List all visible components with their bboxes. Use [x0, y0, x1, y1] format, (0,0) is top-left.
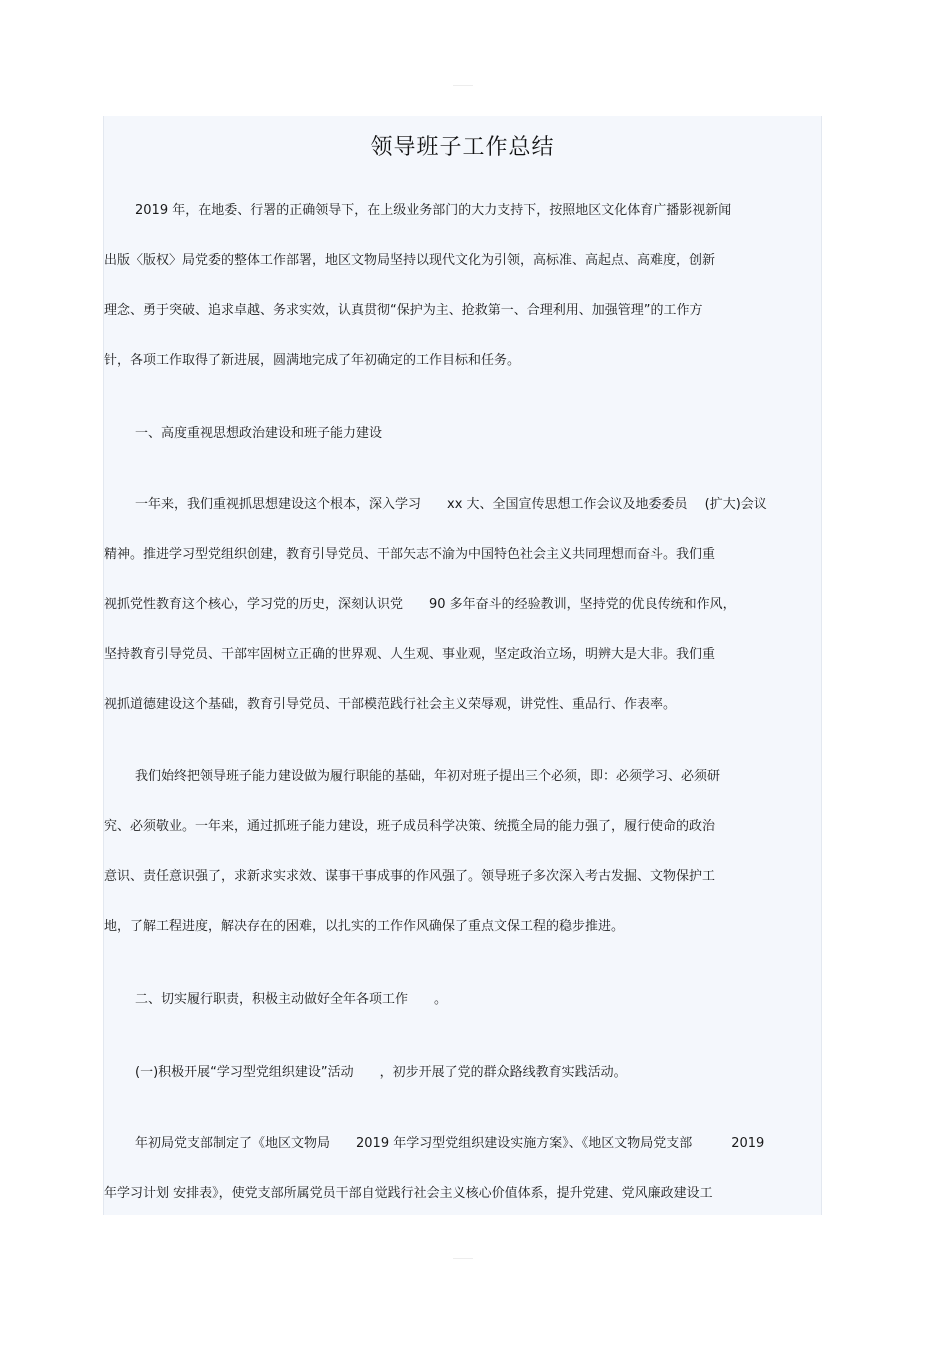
paragraph-line: 精神。推进学习型党组织创建，教育引导党员、干部矢志不渝为中国特色社会主义共同理想而奋斗。我们重: [104, 547, 716, 562]
section-heading: 二、切实履行职责，积极主动做好全年各项工作 。: [135, 992, 448, 1007]
page-bottom-marker: [453, 1258, 473, 1259]
document-title: 领导班子工作总结: [370, 135, 555, 160]
section-heading: 一、高度重视思想政治建设和班子能力建设: [135, 426, 383, 441]
paragraph-line: 地，了解工程进度，解决存在的困难，以扎实的工作作风确保了重点文保工程的稳步推进。: [104, 919, 625, 934]
page-top-marker: [453, 85, 473, 86]
document-page: [103, 116, 822, 1215]
paragraph-line: 出版〈版权〉局党委的整体工作部署，地区文物局坚持以现代文化为引领，高标准、高起点、高难度，创新: [104, 253, 716, 268]
paragraph-line: 2019 年，在地委、行署的正确领导下，在上级业务部门的大力支持下，按照地区文化体育广播影视新闻: [135, 203, 732, 218]
paragraph-line: 理念、勇于突破、追求卓越、务求实效，认真贯彻“保护为主、抢救第一、合理利用、加强管理”的工作方: [104, 303, 703, 318]
paragraph-line: 究、必须敬业。一年来，通过抓班子能力建设，班子成员科学决策、统揽全局的能力强了，履行使命的政治: [104, 819, 716, 834]
paragraph-line: 坚持教育引导党员、干部牢固树立正确的世界观、人生观、事业观，坚定政治立场，明辨大是大非。我们重: [104, 647, 716, 662]
paragraph-line: 一年来，我们重视抓思想建设这个根本，深入学习 xx 大、全国宣传思想工作会议及地委委员 (扩大)会议: [135, 497, 767, 512]
paragraph-line: 视抓党性教育这个核心，学习党的历史，深刻认识党 90 多年奋斗的经验教训，坚持党的优良传统和作风，: [104, 597, 736, 612]
paragraph-line: 年初局党支部制定了《地区文物局 2019 年学习型党组织建设实施方案》、《地区文物局党支部 2019: [135, 1136, 765, 1151]
subsection-heading: (一)积极开展“学习型党组织建设”活动 ，初步开展了党的群众路线教育实践活动。: [135, 1065, 627, 1080]
paragraph-line: 年学习计划 安排表》，使党支部所属党员干部自觉践行社会主义核心价值体系，提升党建、党风廉政建设工: [104, 1186, 713, 1201]
paragraph-line: 针，各项工作取得了新进展，圆满地完成了年初确定的工作目标和任务。: [104, 353, 521, 368]
paragraph-line: 我们始终把领导班子能力建设做为履行职能的基础，年初对班子提出三个必须，即：必须学习、必须研: [135, 769, 721, 784]
paragraph-line: 意识、责任意识强了，求新求实求效、谋事干事成事的作风强了。领导班子多次深入考古发掘、文物保护工: [104, 869, 716, 884]
paragraph-line: 视抓道德建设这个基础，教育引导党员、干部模范践行社会主义荣辱观，讲党性、重品行、作表率。: [104, 697, 677, 712]
